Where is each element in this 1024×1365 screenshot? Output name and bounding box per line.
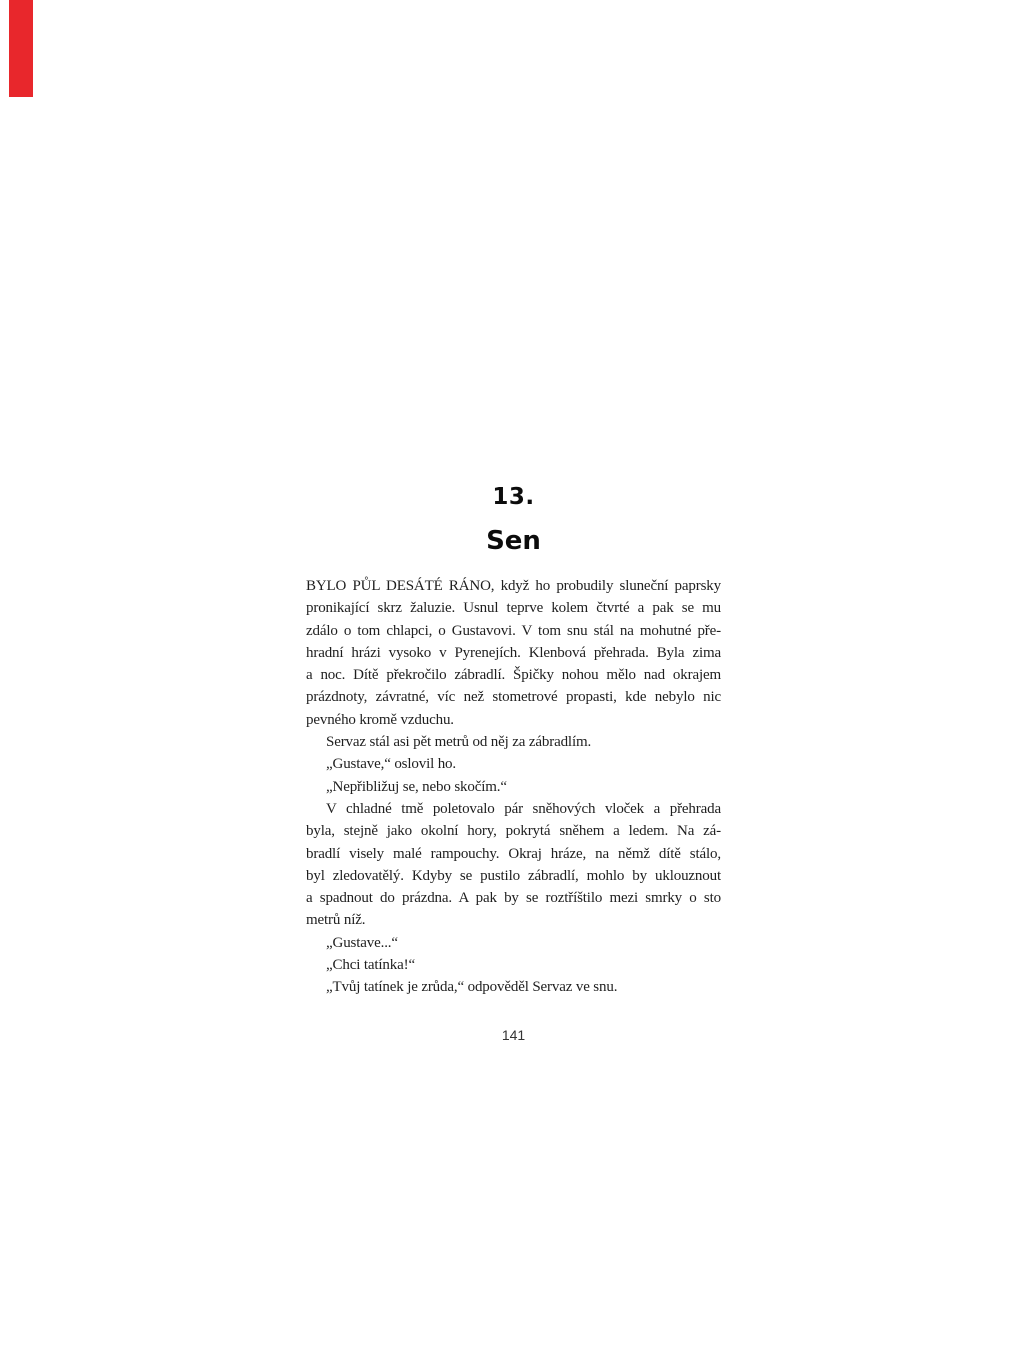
body-line: byla, stejně jako okolní hory, pokrytá sněhem a ledem. Na zá- (306, 823, 721, 840)
body-line: Servaz stál asi pět metrů od něj za zábradlím. (326, 734, 592, 751)
body-line: pevného kromě vzduchu. (306, 711, 454, 728)
body-line: „Chci tatínka!“ (326, 957, 415, 974)
body-line: „Gustave,“ oslovil ho. (326, 756, 457, 773)
body-line: metrů níž. (306, 912, 366, 929)
body-line: hradní hrázi vysoko v Pyrenejích. Klenbová přehrada. Byla zima (306, 644, 721, 661)
body-line: bradlí visely malé rampouchy. Okraj hráze, na němž dítě stálo, (306, 845, 721, 862)
page-number: 141 (501, 1027, 526, 1043)
body-text (306, 575, 721, 999)
body-line: „Nepřibližuj se, nebo skočím.“ (326, 778, 507, 795)
body-line: a noc. Dítě překročilo zábradlí. Špičky nohou mělo nad okrajem (306, 667, 721, 684)
body-line: pronikající skrz žaluzie. Usnul teprve kolem čtvrté a pak se mu (306, 600, 721, 617)
body-line: „Tvůj tatínek je zrůda,“ odpověděl Servaz ve snu. (326, 979, 618, 996)
body-line: a spadnout do prázdna. A pak by se roztříštilo mezi smrky o sto (306, 890, 721, 907)
body-line: BYLO PŮL DESÁTÉ RÁNO, když ho probudily sluneční paprsky (306, 578, 721, 594)
body-line: byl zledovatělý. Kdyby se pustilo zábradlí, mohlo by uklouznout (306, 867, 721, 884)
body-line: prázdnoty, závratné, víc než stometrové propasti, kde nebylo nic (306, 689, 721, 706)
body-line: zdálo o tom chlapci, o Gustavovi. V tom snu stál na mohutné pře- (306, 622, 721, 639)
chapter-edge-tab (9, 0, 33, 97)
chapter-number: 13. (492, 484, 535, 510)
body-line: „Gustave...“ (326, 934, 398, 951)
body-line: V chladné tmě poletovalo pár sněhových vloček a přehrada (326, 800, 721, 817)
chapter-title: Sen (486, 526, 541, 556)
